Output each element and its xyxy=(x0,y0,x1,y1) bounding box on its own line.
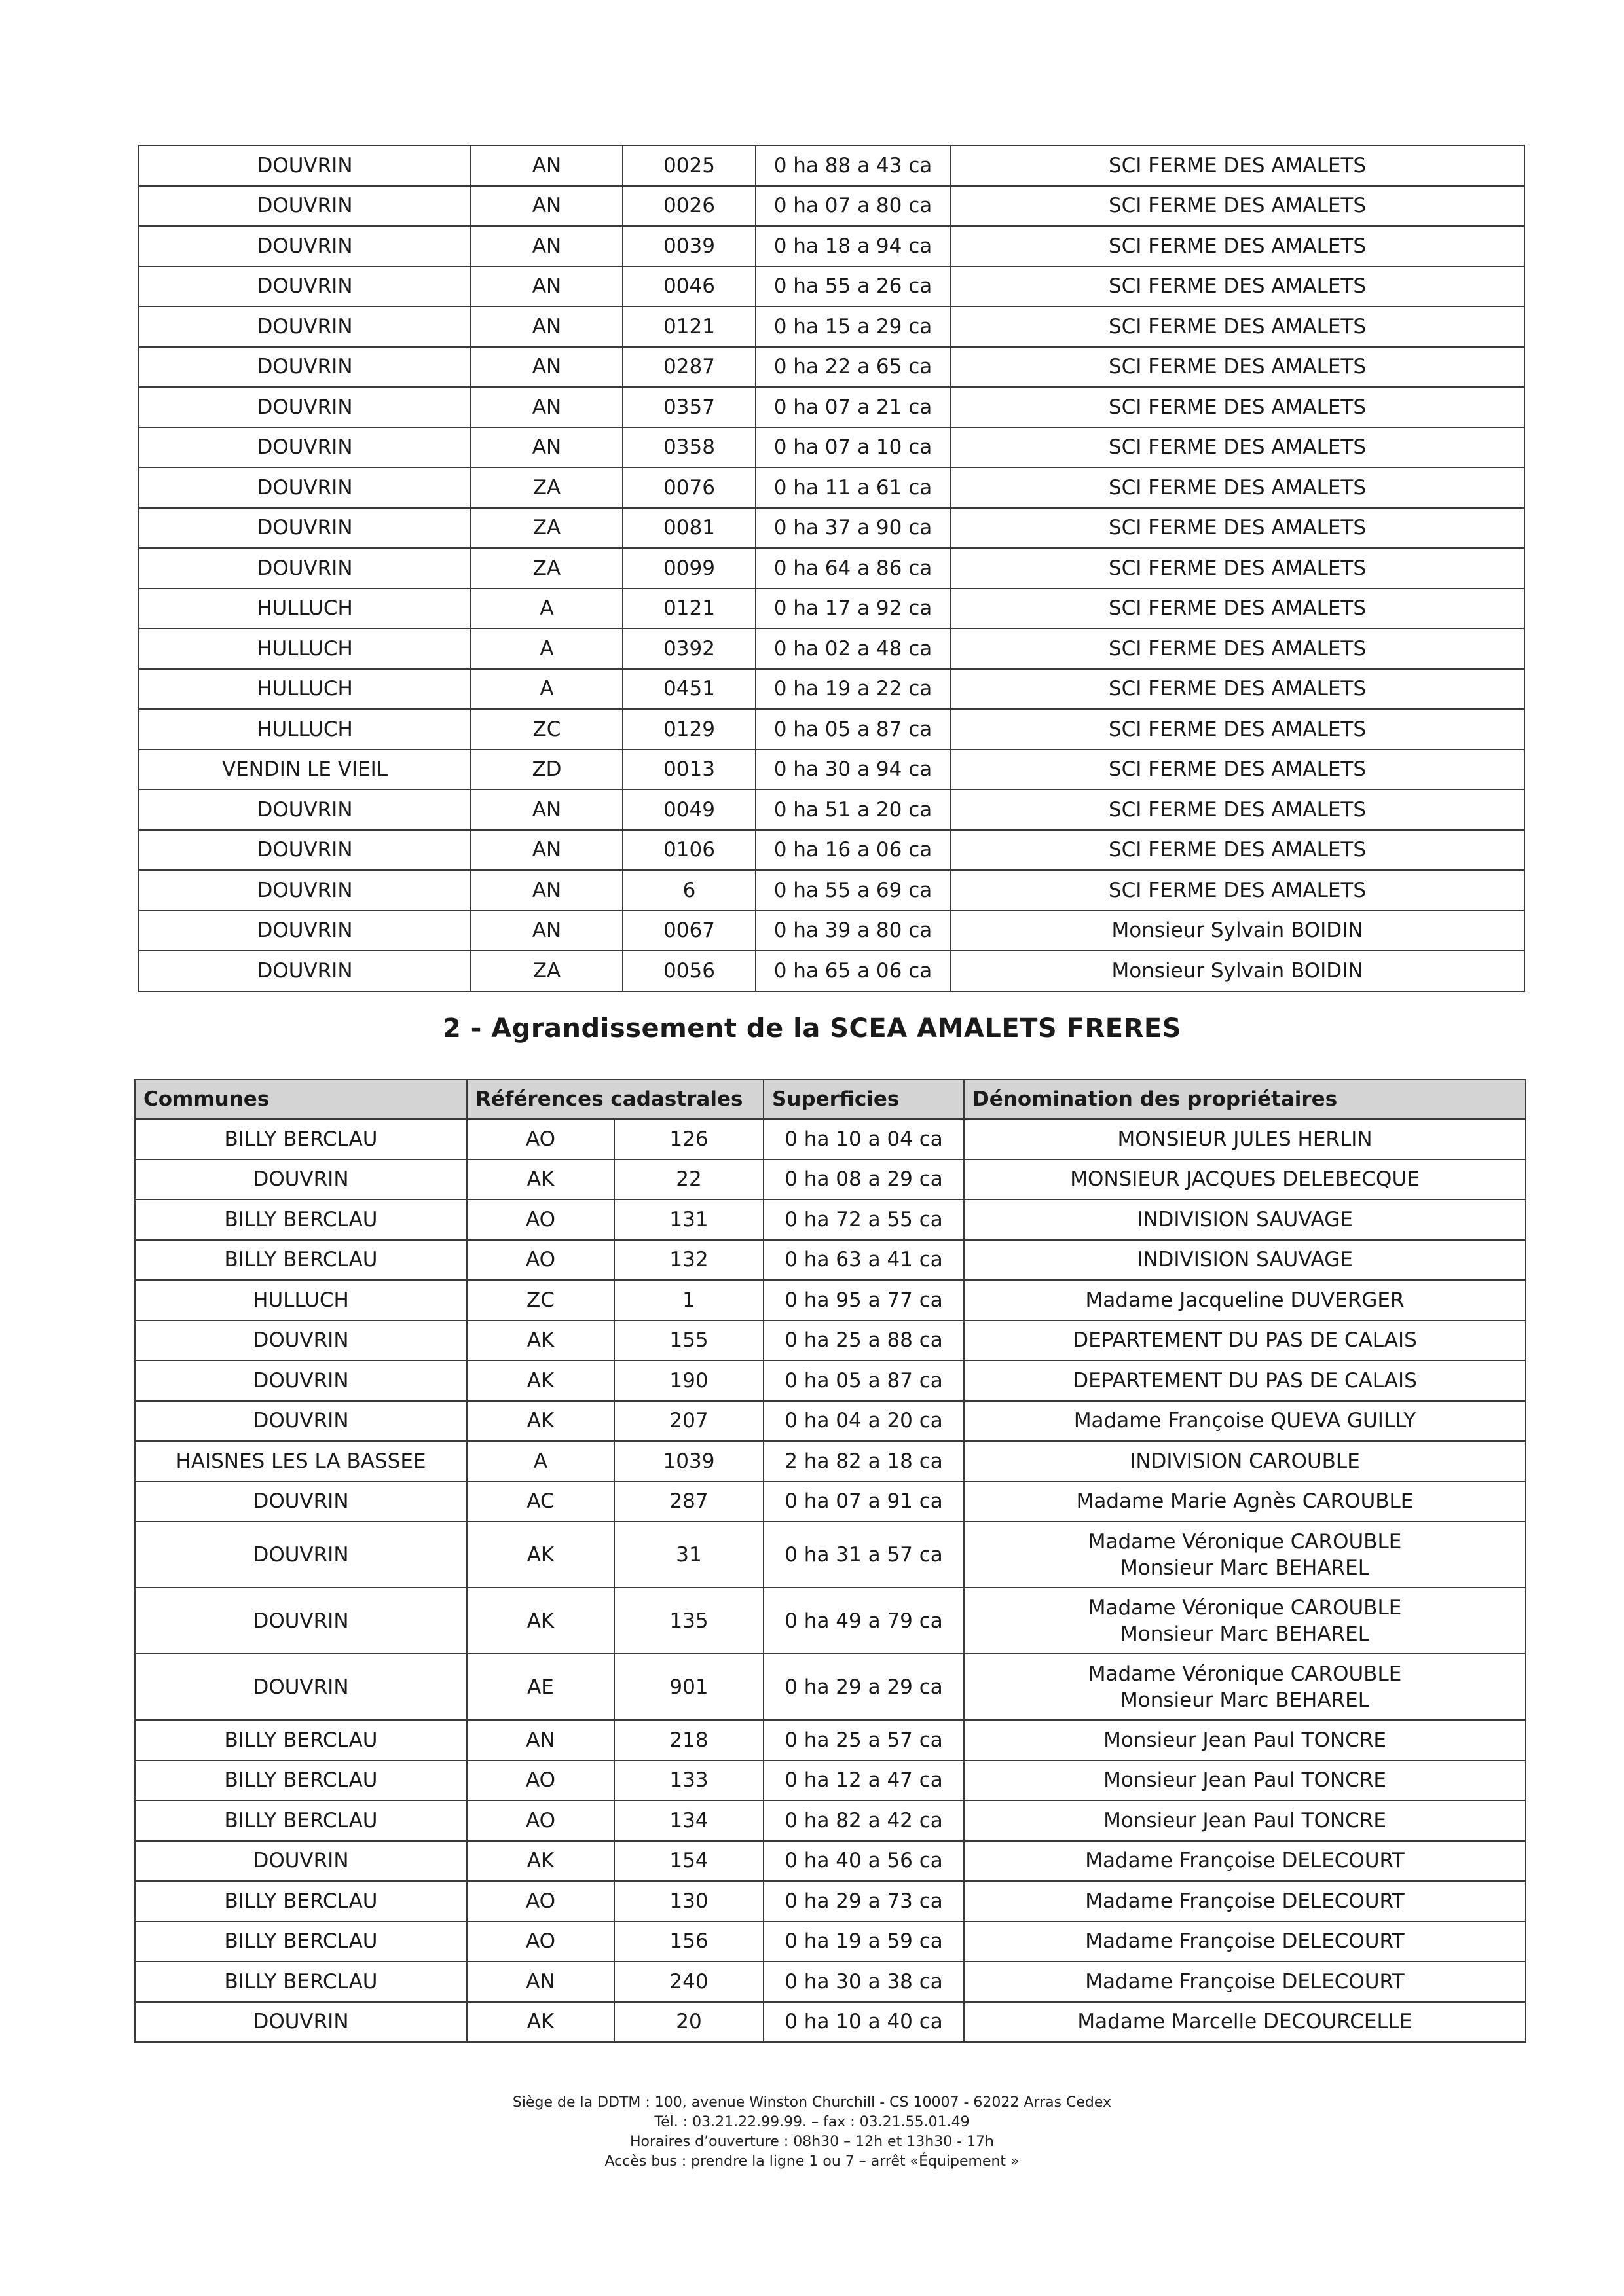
area-cell: 0 ha 29 a 73 ca xyxy=(764,1881,964,1922)
area-cell: 0 ha 19 a 22 ca xyxy=(756,669,950,710)
table-row xyxy=(135,1119,1526,1159)
parcel-cell: 20 xyxy=(614,2002,764,2043)
parcel-cell: 22 xyxy=(614,1159,764,1200)
area-cell: 0 ha 49 a 79 ca xyxy=(764,1588,964,1654)
parcel-cell: 0106 xyxy=(623,830,756,871)
area-cell: 0 ha 17 a 92 ca xyxy=(756,589,950,629)
section-cell: AN xyxy=(471,387,623,428)
area-cell: 0 ha 18 a 94 ca xyxy=(756,226,950,266)
commune-cell: HULLUCH xyxy=(139,669,471,710)
table-row xyxy=(135,1760,1526,1801)
parcel-cell: 156 xyxy=(614,1922,764,1962)
owner-cell: SCI FERME DES AMALETS xyxy=(950,145,1524,186)
footer-line: Horaires d’ouverture : 08h30 – 12h et 13h30 - 17h xyxy=(629,2134,994,2150)
area-cell: 0 ha 37 a 90 ca xyxy=(756,508,950,549)
area-cell: 0 ha 55 a 69 ca xyxy=(756,870,950,911)
footer-line: Accès bus : prendre la ligne 1 ou 7 – arrêt «Équipement » xyxy=(604,2153,1020,2170)
commune-cell: DOUVRIN xyxy=(139,870,471,911)
area-cell: 0 ha 55 a 26 ca xyxy=(756,266,950,307)
commune-cell: BILLY BERCLAU xyxy=(135,1961,467,2002)
owner-name: INDIVISION SAUVAGE xyxy=(1137,1207,1353,1231)
owner-cell xyxy=(964,1321,1526,1361)
parcel-cell: 0081 xyxy=(623,508,756,549)
owner-cell: SCI FERME DES AMALETS xyxy=(950,629,1524,669)
owner-cell: SCI FERME DES AMALETS xyxy=(950,589,1524,629)
owner-name: MONSIEUR JULES HERLIN xyxy=(1117,1127,1373,1151)
parcel-cell: 132 xyxy=(614,1240,764,1281)
section-cell: ZA xyxy=(471,951,623,991)
area-cell: 0 ha 64 a 86 ca xyxy=(756,548,950,589)
parcel-cell: 0049 xyxy=(623,790,756,830)
owner-cell: SCI FERME DES AMALETS xyxy=(950,508,1524,549)
area-cell: 0 ha 65 a 06 ca xyxy=(756,951,950,991)
parcel-cell: 0025 xyxy=(623,145,756,186)
area-cell: 0 ha 39 a 80 ca xyxy=(756,911,950,951)
area-cell: 0 ha 12 a 47 ca xyxy=(764,1760,964,1801)
commune-cell: BILLY BERCLAU xyxy=(135,1800,467,1841)
section-cell: ZA xyxy=(471,467,623,508)
commune-cell: DOUVRIN xyxy=(139,428,471,468)
table-row xyxy=(135,1240,1526,1281)
parcel-cell: 240 xyxy=(614,1961,764,2002)
owner-cell: SCI FERME DES AMALETS xyxy=(950,387,1524,428)
parcel-cell: 1039 xyxy=(614,1441,764,1482)
commune-cell: DOUVRIN xyxy=(139,467,471,508)
area-cell: 0 ha 22 a 65 ca xyxy=(756,347,950,388)
owner-name: Monsieur Marc BEHAREL xyxy=(1120,1556,1369,1580)
parcel-table-2-body xyxy=(135,1119,1526,2042)
section-cell: AO xyxy=(467,1199,614,1240)
area-cell: 0 ha 07 a 21 ca xyxy=(756,387,950,428)
table-row xyxy=(139,589,1524,629)
parcel-cell: 1 xyxy=(614,1280,764,1321)
owner-cell xyxy=(964,1401,1526,1442)
owner-cell: SCI FERME DES AMALETS xyxy=(950,226,1524,266)
owner-cell: SCI FERME DES AMALETS xyxy=(950,428,1524,468)
commune-cell: DOUVRIN xyxy=(139,548,471,589)
parcel-cell: 0026 xyxy=(623,186,756,227)
owner-cell xyxy=(964,1482,1526,1522)
commune-cell: DOUVRIN xyxy=(135,1841,467,1882)
section-cell: AN xyxy=(467,1961,614,2002)
section-cell: AK xyxy=(467,1159,614,1200)
commune-cell: DOUVRIN xyxy=(139,951,471,991)
owner-name: MONSIEUR JACQUES DELEBECQUE xyxy=(1070,1167,1420,1192)
table-row xyxy=(139,266,1524,307)
area-cell: 0 ha 16 a 06 ca xyxy=(756,830,950,871)
parcel-cell: 0099 xyxy=(623,548,756,589)
owner-cell xyxy=(964,1720,1526,1760)
section-cell: ZA xyxy=(471,508,623,549)
section-cell: ZC xyxy=(467,1280,614,1321)
section-cell: AK xyxy=(467,1321,614,1361)
commune-cell: DOUVRIN xyxy=(139,508,471,549)
commune-cell: BILLY BERCLAU xyxy=(135,1881,467,1922)
parcel-cell: 126 xyxy=(614,1119,764,1159)
owner-cell: SCI FERME DES AMALETS xyxy=(950,266,1524,307)
table-row xyxy=(139,951,1524,991)
area-cell: 0 ha 29 a 29 ca xyxy=(764,1654,964,1720)
commune-cell: HULLUCH xyxy=(139,709,471,750)
section-cell: AO xyxy=(467,1119,614,1159)
owner-name: INDIVISION CAROUBLE xyxy=(1130,1449,1360,1473)
commune-cell: DOUVRIN xyxy=(135,1588,467,1654)
owner-cell xyxy=(964,1280,1526,1321)
owner-cell: SCI FERME DES AMALETS xyxy=(950,709,1524,750)
parcel-cell: 0287 xyxy=(623,347,756,388)
section-cell: AK xyxy=(467,1401,614,1442)
parcel-cell: 218 xyxy=(614,1720,764,1760)
owner-name: Madame Françoise DELECOURT xyxy=(1085,1889,1405,1913)
area-cell: 0 ha 19 a 59 ca xyxy=(764,1922,964,1962)
table-row xyxy=(135,1441,1526,1482)
area-cell: 0 ha 25 a 57 ca xyxy=(764,1720,964,1760)
commune-cell: DOUVRIN xyxy=(139,226,471,266)
owner-name: Monsieur Jean Paul TONCRE xyxy=(1103,1728,1386,1752)
owner-cell: SCI FERME DES AMALETS xyxy=(950,870,1524,911)
commune-cell: DOUVRIN xyxy=(135,1321,467,1361)
parcel-cell: 0046 xyxy=(623,266,756,307)
owner-cell xyxy=(964,1159,1526,1200)
parcel-cell: 207 xyxy=(614,1401,764,1442)
parcel-table-1-body xyxy=(139,145,1524,991)
header-owners: Dénomination des propriétaires xyxy=(964,1080,1526,1119)
table-row xyxy=(135,1881,1526,1922)
owner-cell: SCI FERME DES AMALETS xyxy=(950,669,1524,710)
table-row xyxy=(139,347,1524,388)
table-row xyxy=(135,1841,1526,1882)
section-cell: AN xyxy=(471,145,623,186)
section-cell: ZC xyxy=(471,709,623,750)
commune-cell: DOUVRIN xyxy=(135,1159,467,1200)
area-cell: 0 ha 95 a 77 ca xyxy=(764,1280,964,1321)
parcel-cell: 135 xyxy=(614,1588,764,1654)
header-references: Références cadastrales xyxy=(467,1080,764,1119)
section-cell: ZD xyxy=(471,750,623,790)
table-row xyxy=(139,750,1524,790)
area-cell: 0 ha 25 a 88 ca xyxy=(764,1321,964,1361)
commune-cell: DOUVRIN xyxy=(139,306,471,347)
owner-cell xyxy=(964,1654,1526,1720)
section-cell: A xyxy=(471,669,623,710)
table-row xyxy=(139,186,1524,227)
section-cell: AK xyxy=(467,1522,614,1588)
commune-cell: BILLY BERCLAU xyxy=(135,1760,467,1801)
owner-cell xyxy=(964,1841,1526,1882)
section-cell: AO xyxy=(467,1922,614,1962)
table-row xyxy=(139,508,1524,549)
owner-name: Monsieur Jean Paul TONCRE xyxy=(1103,1808,1386,1832)
area-cell: 0 ha 88 a 43 ca xyxy=(756,145,950,186)
area-cell: 0 ha 31 a 57 ca xyxy=(764,1522,964,1588)
parcel-cell: 0121 xyxy=(623,306,756,347)
table-row xyxy=(139,790,1524,830)
owner-cell xyxy=(964,2002,1526,2043)
owner-name: Madame Jacqueline DUVERGER xyxy=(1085,1288,1405,1312)
owner-cell xyxy=(964,1922,1526,1962)
area-cell: 0 ha 30 a 38 ca xyxy=(764,1961,964,2002)
area-cell: 0 ha 07 a 10 ca xyxy=(756,428,950,468)
area-cell: 0 ha 51 a 20 ca xyxy=(756,790,950,830)
commune-cell: BILLY BERCLAU xyxy=(135,1720,467,1760)
table-row xyxy=(135,1522,1526,1588)
commune-cell: VENDIN LE VIEIL xyxy=(139,750,471,790)
table-row xyxy=(135,1321,1526,1361)
commune-cell: BILLY BERCLAU xyxy=(135,1240,467,1281)
area-cell: 0 ha 02 a 48 ca xyxy=(756,629,950,669)
section-cell: AK xyxy=(467,1588,614,1654)
section-cell: AK xyxy=(467,1360,614,1401)
area-cell: 0 ha 07 a 80 ca xyxy=(756,186,950,227)
area-cell: 0 ha 05 a 87 ca xyxy=(764,1360,964,1401)
section-cell: AN xyxy=(471,306,623,347)
parcel-cell: 0067 xyxy=(623,911,756,951)
commune-cell: BILLY BERCLAU xyxy=(135,1119,467,1159)
commune-cell: DOUVRIN xyxy=(139,347,471,388)
section-cell: AN xyxy=(471,347,623,388)
owner-cell: SCI FERME DES AMALETS xyxy=(950,830,1524,871)
area-cell: 0 ha 72 a 55 ca xyxy=(764,1199,964,1240)
owner-name: Madame Marie Agnès CAROUBLE xyxy=(1076,1489,1414,1514)
table-row xyxy=(139,467,1524,508)
table-row xyxy=(139,145,1524,186)
owner-name: INDIVISION SAUVAGE xyxy=(1137,1248,1353,1272)
owner-name: Monsieur Marc BEHAREL xyxy=(1120,1622,1369,1646)
table-row xyxy=(139,306,1524,347)
owner-cell: SCI FERME DES AMALETS xyxy=(950,548,1524,589)
commune-cell: HAISNES LES LA BASSEE xyxy=(135,1441,467,1482)
section-cell: AN xyxy=(471,186,623,227)
parcel-cell: 6 xyxy=(623,870,756,911)
owner-cell xyxy=(964,1240,1526,1281)
area-cell: 0 ha 82 a 42 ca xyxy=(764,1800,964,1841)
area-cell: 0 ha 30 a 94 ca xyxy=(756,750,950,790)
parcel-cell: 154 xyxy=(614,1841,764,1882)
parcel-cell: 901 xyxy=(614,1654,764,1720)
section-cell: AO xyxy=(467,1240,614,1281)
owner-name: Monsieur Jean Paul TONCRE xyxy=(1103,1768,1386,1793)
commune-cell: DOUVRIN xyxy=(139,911,471,951)
area-cell: 0 ha 40 a 56 ca xyxy=(764,1841,964,1882)
area-cell: 0 ha 10 a 04 ca xyxy=(764,1119,964,1159)
parcel-table-1 xyxy=(138,145,1525,992)
section-cell: AN xyxy=(471,911,623,951)
table-row xyxy=(135,1159,1526,1200)
parcel-cell: 131 xyxy=(614,1199,764,1240)
owner-cell xyxy=(964,1961,1526,2002)
owner-name: Madame Françoise DELECOURT xyxy=(1085,1929,1405,1954)
table-row xyxy=(139,548,1524,589)
section-cell: AN xyxy=(471,428,623,468)
table-row xyxy=(139,830,1524,871)
commune-cell: DOUVRIN xyxy=(139,387,471,428)
parcel-cell: 0121 xyxy=(623,589,756,629)
owner-cell: SCI FERME DES AMALETS xyxy=(950,347,1524,388)
section-cell: AN xyxy=(471,830,623,871)
owner-cell: SCI FERME DES AMALETS xyxy=(950,467,1524,508)
section-cell: A xyxy=(467,1441,614,1482)
commune-cell: HULLUCH xyxy=(139,589,471,629)
parcel-table-2 xyxy=(134,1079,1526,2043)
parcel-cell: 31 xyxy=(614,1522,764,1588)
owner-name: DEPARTEMENT DU PAS DE CALAIS xyxy=(1073,1328,1417,1353)
owner-cell xyxy=(964,1588,1526,1654)
owner-cell xyxy=(964,1119,1526,1159)
owner-name: Madame Marcelle DECOURCELLE xyxy=(1077,2010,1412,2034)
table-row xyxy=(139,629,1524,669)
table-row xyxy=(135,1922,1526,1962)
parcel-cell: 190 xyxy=(614,1360,764,1401)
area-cell: 2 ha 82 a 18 ca xyxy=(764,1441,964,1482)
footer xyxy=(0,2093,1624,2172)
owner-cell xyxy=(964,1522,1526,1588)
owner-cell: SCI FERME DES AMALETS xyxy=(950,790,1524,830)
commune-cell: HULLUCH xyxy=(135,1280,467,1321)
owner-cell xyxy=(964,1800,1526,1841)
owner-name: Madame Véronique CAROUBLE xyxy=(1088,1595,1402,1620)
owner-name: Madame Véronique CAROUBLE xyxy=(1088,1662,1402,1686)
table-row xyxy=(139,870,1524,911)
owner-cell: SCI FERME DES AMALETS xyxy=(950,306,1524,347)
owner-name: Madame Françoise DELECOURT xyxy=(1085,1849,1405,1873)
header-communes: Communes xyxy=(135,1080,467,1119)
parcel-cell: 133 xyxy=(614,1760,764,1801)
owner-cell xyxy=(964,1360,1526,1401)
parcel-cell: 134 xyxy=(614,1800,764,1841)
section-cell: AN xyxy=(471,266,623,307)
section-cell: AN xyxy=(467,1720,614,1760)
section-cell: AK xyxy=(467,2002,614,2043)
table-row xyxy=(135,1360,1526,1401)
owner-cell: Monsieur Sylvain BOIDIN xyxy=(950,911,1524,951)
parcel-cell: 0076 xyxy=(623,467,756,508)
section-cell: AC xyxy=(467,1482,614,1522)
parcel-cell: 155 xyxy=(614,1321,764,1361)
area-cell: 0 ha 07 a 91 ca xyxy=(764,1482,964,1522)
section-cell: AK xyxy=(467,1841,614,1882)
parcel-cell: 0039 xyxy=(623,226,756,266)
commune-cell: DOUVRIN xyxy=(135,1482,467,1522)
section-cell: AO xyxy=(467,1800,614,1841)
parcel-cell: 0056 xyxy=(623,951,756,991)
area-cell: 0 ha 08 a 29 ca xyxy=(764,1159,964,1200)
table-row xyxy=(135,1401,1526,1442)
footer-line: Tél. : 03.21.22.99.99. – fax : 03.21.55.01.49 xyxy=(654,2114,970,2130)
table-row xyxy=(135,1280,1526,1321)
commune-cell: DOUVRIN xyxy=(139,186,471,227)
owner-name: Madame Françoise DELECOURT xyxy=(1085,1969,1405,1994)
parcel-cell: 130 xyxy=(614,1881,764,1922)
parcel-cell: 0392 xyxy=(623,629,756,669)
parcel-cell: 287 xyxy=(614,1482,764,1522)
commune-cell: HULLUCH xyxy=(139,629,471,669)
section-cell: ZA xyxy=(471,548,623,589)
table-row xyxy=(135,1720,1526,1760)
section-cell: AN xyxy=(471,870,623,911)
table-row xyxy=(135,1482,1526,1522)
section-cell: A xyxy=(471,629,623,669)
owner-cell: SCI FERME DES AMALETS xyxy=(950,750,1524,790)
table-row xyxy=(135,1199,1526,1240)
commune-cell: DOUVRIN xyxy=(139,830,471,871)
commune-cell: DOUVRIN xyxy=(139,145,471,186)
section-cell: AE xyxy=(467,1654,614,1720)
parcel-cell: 0013 xyxy=(623,750,756,790)
owner-name: Monsieur Marc BEHAREL xyxy=(1120,1688,1369,1712)
owner-cell xyxy=(964,1199,1526,1240)
section-cell: AN xyxy=(471,226,623,266)
table-row xyxy=(135,1588,1526,1654)
owner-cell: Monsieur Sylvain BOIDIN xyxy=(950,951,1524,991)
table-header-row xyxy=(135,1080,1526,1119)
table-row xyxy=(139,428,1524,468)
area-cell: 0 ha 10 a 40 ca xyxy=(764,2002,964,2043)
area-cell: 0 ha 15 a 29 ca xyxy=(756,306,950,347)
footer-line: Siège de la DDTM : 100, avenue Winston Churchill - CS 10007 - 62022 Arras Cedex xyxy=(512,2094,1112,2111)
commune-cell: BILLY BERCLAU xyxy=(135,1199,467,1240)
section-cell: AO xyxy=(467,1760,614,1801)
section-cell: AO xyxy=(467,1881,614,1922)
area-cell: 0 ha 63 a 41 ca xyxy=(764,1240,964,1281)
owner-cell xyxy=(964,1441,1526,1482)
commune-cell: DOUVRIN xyxy=(135,2002,467,2043)
area-cell: 0 ha 11 a 61 ca xyxy=(756,467,950,508)
commune-cell: DOUVRIN xyxy=(139,790,471,830)
owner-cell xyxy=(964,1881,1526,1922)
table-row xyxy=(139,911,1524,951)
owner-cell: SCI FERME DES AMALETS xyxy=(950,186,1524,227)
table-row xyxy=(135,1961,1526,2002)
owner-cell xyxy=(964,1760,1526,1801)
owner-name: Madame Françoise QUEVA GUILLY xyxy=(1073,1409,1416,1433)
table-row xyxy=(139,669,1524,710)
commune-cell: DOUVRIN xyxy=(139,266,471,307)
commune-cell: DOUVRIN xyxy=(135,1401,467,1442)
owner-name: Madame Véronique CAROUBLE xyxy=(1088,1529,1402,1554)
header-superficies: Superficies xyxy=(764,1080,964,1119)
commune-cell: DOUVRIN xyxy=(135,1522,467,1588)
parcel-cell: 0451 xyxy=(623,669,756,710)
table-row xyxy=(135,1800,1526,1841)
parcel-cell: 0357 xyxy=(623,387,756,428)
table-row xyxy=(135,2002,1526,2043)
commune-cell: DOUVRIN xyxy=(135,1360,467,1401)
table-row xyxy=(139,387,1524,428)
section-title: 2 - Agrandissement de la SCEA AMALETS FRERES xyxy=(442,1013,1182,1044)
section-cell: A xyxy=(471,589,623,629)
parcel-cell: 0358 xyxy=(623,428,756,468)
section-cell: AN xyxy=(471,790,623,830)
table-row xyxy=(135,1654,1526,1720)
table-row xyxy=(139,709,1524,750)
table-row xyxy=(139,226,1524,266)
parcel-cell: 0129 xyxy=(623,709,756,750)
commune-cell: BILLY BERCLAU xyxy=(135,1922,467,1962)
area-cell: 0 ha 04 a 20 ca xyxy=(764,1401,964,1442)
commune-cell: DOUVRIN xyxy=(135,1654,467,1720)
owner-name: DEPARTEMENT DU PAS DE CALAIS xyxy=(1073,1368,1417,1393)
area-cell: 0 ha 05 a 87 ca xyxy=(756,709,950,750)
